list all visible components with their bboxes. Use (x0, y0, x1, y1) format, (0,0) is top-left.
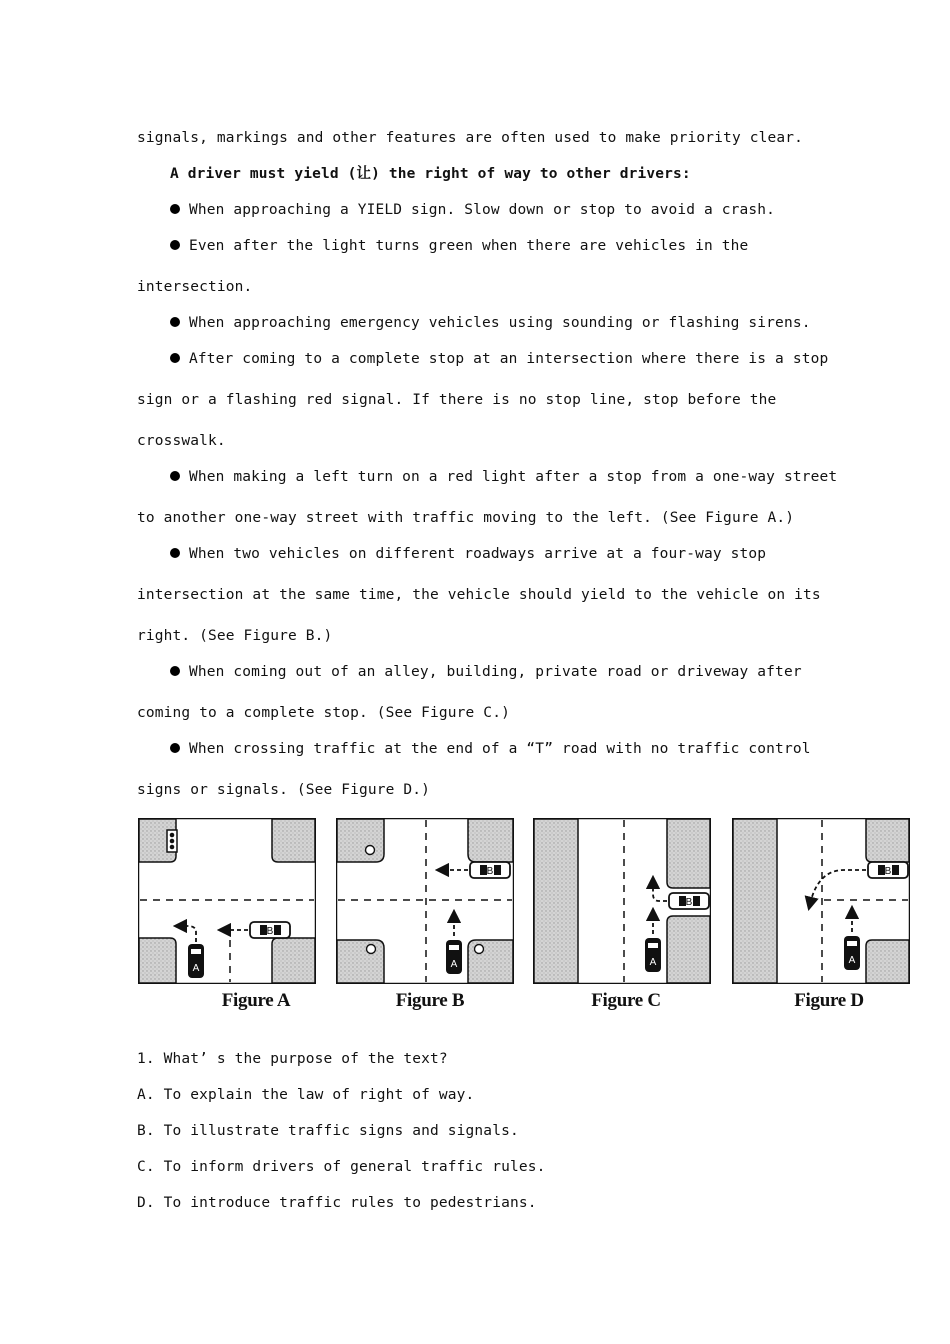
figure-d-diagram (732, 818, 910, 984)
bullet-item-3 (170, 314, 811, 332)
bullet-text: When crossing traffic at the end of a “T” road with no traffic control (189, 741, 811, 757)
bullet-icon (170, 471, 180, 481)
bullet-item-5-cont: to another one-way street with traffic moving to the left. (See Figure A.) (137, 510, 795, 526)
car-b-label: B (884, 866, 892, 877)
intro-line: signals, markings and other features are often used to make priority clear. (137, 130, 803, 146)
bullet-item-4-cont2: crosswalk. (137, 433, 226, 449)
car-b-icon (669, 893, 709, 909)
bullet-item-6 (170, 545, 766, 563)
section-heading: A driver must yield (让) the right of way to other drivers: (170, 166, 691, 182)
figure-b-caption: Figure B (395, 990, 465, 1011)
car-b-label: B (266, 926, 274, 937)
bullet-icon (170, 240, 180, 250)
bullet-item-2 (170, 237, 748, 255)
figure-b-diagram (336, 818, 514, 984)
bullet-item-6-cont2: right. (See Figure B.) (137, 628, 333, 644)
figure-c-caption: Figure C (591, 990, 661, 1011)
bullet-icon (170, 666, 180, 676)
figure-d-caption: Figure D (794, 990, 864, 1011)
stop-sign-icon (367, 945, 376, 954)
car-b-icon (250, 922, 290, 938)
bullet-icon (170, 743, 180, 753)
stop-sign-icon (366, 846, 375, 855)
bullet-text: When making a left turn on a red light after a stop from a one-way street (189, 469, 838, 485)
bullet-item-4 (170, 350, 828, 368)
traffic-light-icon (167, 830, 177, 852)
car-b-icon (470, 862, 510, 878)
option-b[interactable]: B. To illustrate traffic signs and signals. (137, 1123, 519, 1139)
bullet-icon (170, 353, 180, 363)
bullet-item-5 (170, 468, 837, 486)
car-b-label: B (685, 897, 693, 908)
bullet-item-7 (170, 663, 802, 681)
bullet-text: When coming out of an alley, building, private road or driveway after (189, 664, 802, 680)
figure-a-diagram (138, 818, 316, 984)
bullet-item-1 (170, 201, 775, 219)
bullet-item-8 (170, 740, 811, 758)
bullet-item-4-cont: sign or a flashing red signal. If there is no stop line, stop before the (137, 392, 777, 408)
car-b-icon (868, 862, 908, 878)
figure-c-diagram (533, 818, 711, 984)
option-a[interactable]: A. To explain the law of right of way. (137, 1087, 475, 1103)
car-a-label: A (649, 957, 657, 968)
option-d[interactable]: D. To introduce traffic rules to pedestrians. (137, 1195, 537, 1211)
bullet-text: When approaching emergency vehicles using sounding or flashing sirens. (189, 315, 811, 331)
question-stem: 1. What’ s the purpose of the text? (137, 1051, 448, 1067)
bullet-icon (170, 548, 180, 558)
bullet-icon (170, 317, 180, 327)
bullet-item-7-cont: coming to a complete stop. (See Figure C.) (137, 705, 510, 721)
stop-sign-icon (475, 945, 484, 954)
bullet-text: After coming to a complete stop at an intersection where there is a stop (189, 351, 829, 367)
bullet-item-2-cont: intersection. (137, 279, 253, 295)
option-c[interactable]: C. To inform drivers of general traffic rules. (137, 1159, 546, 1175)
car-b-label: B (486, 866, 494, 877)
car-a-label: A (848, 955, 856, 966)
bullet-item-6-cont: intersection at the same time, the vehicle should yield to the vehicle on its (137, 587, 821, 603)
car-a-icon (446, 940, 462, 974)
bullet-text: Even after the light turns green when there are vehicles in the (189, 238, 749, 254)
car-a-label: A (192, 963, 200, 974)
car-a-label: A (450, 959, 458, 970)
car-a-icon (844, 936, 860, 970)
figure-a-caption: Figure A (221, 990, 291, 1011)
bullet-text: When two vehicles on different roadways arrive at a four-way stop (189, 546, 767, 562)
bullet-item-8-cont: signs or signals. (See Figure D.) (137, 782, 431, 798)
car-a-icon (645, 938, 661, 972)
car-a-icon (188, 944, 204, 978)
bullet-text: When approaching a YIELD sign. Slow down or stop to avoid a crash. (189, 202, 776, 218)
bullet-icon (170, 204, 180, 214)
